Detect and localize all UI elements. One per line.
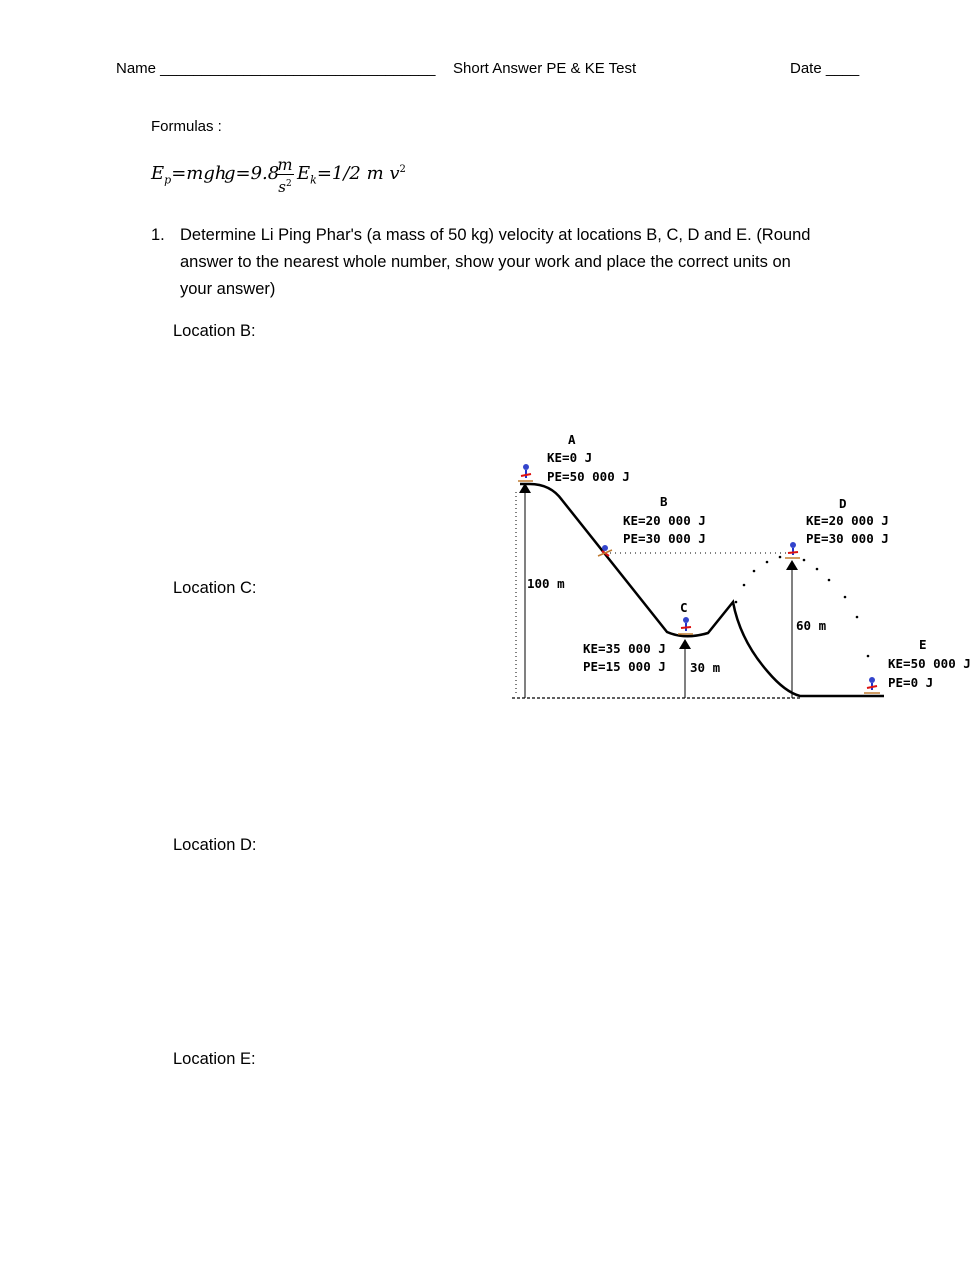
g-lhs: g=9.8 <box>224 163 280 184</box>
skier-a-icon <box>518 464 533 481</box>
ek-subscript: k <box>310 173 317 187</box>
skier-e-icon <box>864 677 880 693</box>
page-title: Short Answer PE & KE Test <box>453 60 637 77</box>
location-e-label: Location E: <box>173 1050 256 1068</box>
name-field-label: Name _________________________________ <box>116 60 436 77</box>
arrow-head-d <box>786 560 798 570</box>
skier-c-icon <box>678 617 693 634</box>
ep-symbol: E <box>151 163 165 184</box>
label-e-ke: KE=50 000 J <box>888 656 971 671</box>
height-label-a: 100 m <box>527 576 565 591</box>
height-label-d: 60 m <box>796 618 827 633</box>
label-a-pe: PE=50 000 J <box>547 469 630 484</box>
label-e: E <box>919 637 927 652</box>
label-e-pe: PE=0 J <box>888 675 934 690</box>
ep-rest: =mgh <box>171 163 227 184</box>
ep-subscript: p <box>164 173 172 187</box>
arrow-head-c <box>679 639 691 649</box>
location-d-label: Location D: <box>173 836 257 854</box>
label-d-pe: PE=30 000 J <box>806 531 889 546</box>
skier-d-icon <box>785 542 800 558</box>
date-field-label: Date ____ <box>790 60 860 77</box>
label-c-pe: PE=15 000 J <box>583 659 666 674</box>
height-label-c: 30 m <box>690 660 721 675</box>
label-a: A <box>568 432 576 447</box>
question-text-line2: answer to the nearest whole number, show your work and place the correct units on <box>180 253 791 271</box>
question-number: 1. <box>151 226 165 244</box>
g-numerator: m <box>277 155 293 174</box>
g-denominator: s <box>278 178 286 196</box>
trajectory-dots <box>735 556 870 658</box>
ek-exponent: 2 <box>399 164 406 175</box>
label-b: B <box>660 494 668 509</box>
question-text-line1: Determine Li Ping Phar's (a mass of 50 kg) velocity at locations B, C, D and E. (Round <box>180 226 811 244</box>
label-b-pe: PE=30 000 J <box>623 531 706 546</box>
label-c: C <box>680 600 688 615</box>
label-c-ke: KE=35 000 J <box>583 641 666 656</box>
g-exponent: 2 <box>285 179 292 189</box>
ek-symbol: E <box>297 163 311 184</box>
question-text-line3: your answer) <box>180 280 276 298</box>
location-c-label: Location C: <box>173 579 257 597</box>
label-b-ke: KE=20 000 J <box>623 513 706 528</box>
label-d-ke: KE=20 000 J <box>806 513 889 528</box>
label-d: D <box>839 496 847 511</box>
label-a-ke: KE=0 J <box>547 450 593 465</box>
ek-rest: =1/2 m v <box>316 163 400 184</box>
formulas-label: Formulas : <box>151 118 222 135</box>
location-b-label: Location B: <box>173 322 256 340</box>
